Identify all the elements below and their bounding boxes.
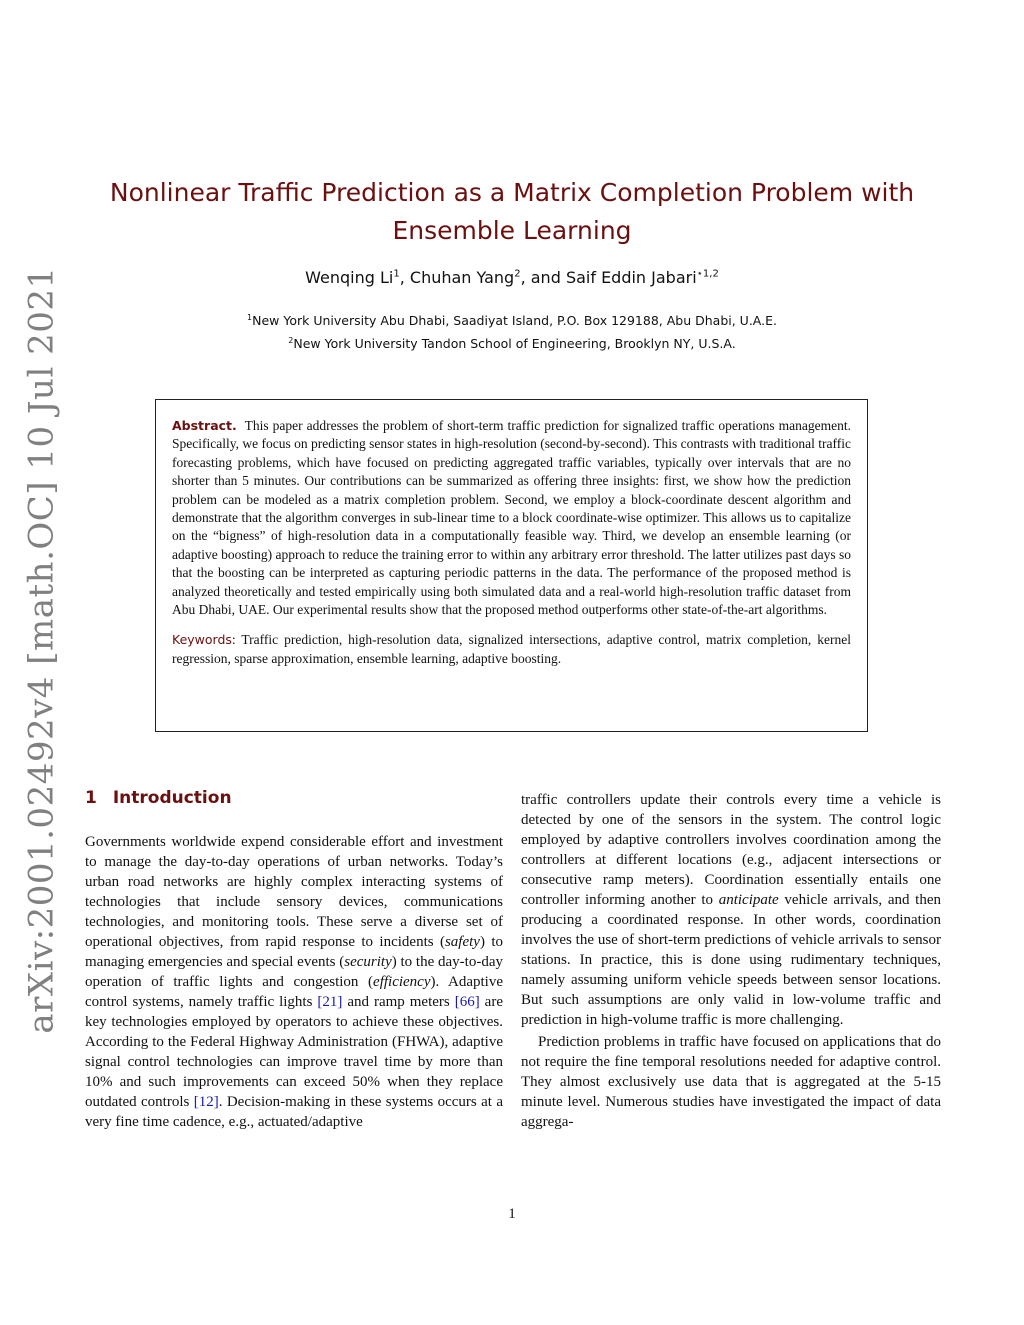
affiliation-mark: 2 <box>288 336 294 346</box>
title-line-2: Ensemble Learning <box>392 216 632 245</box>
affiliation-text: New York University Tandon School of Engineering, Brooklyn NY, U.S.A. <box>293 336 736 352</box>
paragraph <box>85 832 503 1132</box>
text-run: and ramp meters <box>342 994 455 1010</box>
right-column <box>521 790 941 1132</box>
text-run: traffic controllers update their controls every time a vehicle is detected by one of the sensors in the system. The control logic employed by adaptive controllers involves coordination among the controllers at different locations (e.g., adjacent intersections or consecutive ramp meters). Coordination essentially entails one controller informing another to <box>521 792 941 908</box>
emphasis: anticipate <box>718 892 779 908</box>
affiliation <box>100 308 924 331</box>
left-column <box>85 832 503 1132</box>
author-separator: , <box>399 268 410 287</box>
text-run: ). Adaptive control systems, namely traffic lights <box>85 974 503 1010</box>
author-name: Wenqing Li <box>305 268 394 287</box>
author-separator: , and <box>520 268 566 287</box>
citation-link[interactable]: [66] <box>454 994 480 1010</box>
text-run: ) to managing emergencies and special events ( <box>85 934 503 970</box>
section-title: Introduction <box>112 788 232 808</box>
page-number: 1 <box>508 1206 516 1222</box>
paper-title <box>100 174 924 250</box>
text-run: vehicle arrivals, and then producing a coordinated response. In other words, coordination involves the use of short-term predictions of vehicle arrivals to sensor stations. In practice, this is done using rudimentary techniques, namely assuming uniform vehicle speeds between sensor locations. But such assumptions are only valid in low-volume traffic and prediction in high-volume traffic is more challenging. <box>521 892 941 1028</box>
arxiv-identifier <box>14 266 70 1034</box>
affiliation <box>100 331 924 354</box>
abstract-body: This paper addresses the problem of short-term traffic prediction for signalized traffic operations management. Specifically, we focus on predicting sensor states in high-resolution (second-by-second). This contrasts with traditional traffic forecasting problems, which have focused on predicting aggregated traffic variables, typically over intervals that are no shorter than 5 minutes. Our contributions can be summarized as offering three insights: first, we show how the prediction problem can be modeled as a matrix completion problem. Second, we employ a block-coordinate descent algorithm and demonstrate that the algorithm converges in sub-linear time to a block coordinate-wise optimizer. This allows us to capitalize on the “bigness” of high-resolution data in a computationally feasible way. Third, we develop an ensemble learning (or adaptive boosting) approach to reduce the training error to within any arbitrary error threshold. The latter utilizes past days so that the boosting can be interpreted as capturing periodic patterns in the data. The performance of the proposed method is analyzed theoretically and tested empirically using both simulated data and a real-world high-resolution traffic dataset from Abu Dhabi, UAE. Our experimental results show that the proposed method outperforms other state-of-the-art algorithms. <box>172 418 851 618</box>
citation-link[interactable]: [21] <box>317 994 343 1010</box>
abstract-box <box>155 399 868 732</box>
text-run: Governments worldwide expend considerable effort and investment to manage the day-to-day operations of urban networks. Today’s urban road networks are highly complex interacting systems of technologies that include sensory devices, communications technologies, and monitoring tools. These serve a diverse set of operational objectives, from rapid response to incidents ( <box>85 834 503 950</box>
abstract-label: Abstract. <box>172 418 237 433</box>
paragraph: Prediction problems in traffic have focused on applications that do not require the fine temporal resolutions needed for adaptive control. They almost exclusively use data that is aggregated at the 5-15 minute level. Numerous studies have investigated the impact of data aggrega- <box>521 1034 941 1130</box>
affiliation-text: New York University Abu Dhabi, Saadiyat Island, P.O. Box 129188, Abu Dhabi, U.A.E. <box>252 313 777 329</box>
keywords-label: Keywords <box>172 632 232 648</box>
emphasis: security <box>344 954 392 970</box>
author-affiliation-mark: 2 <box>514 268 521 280</box>
author-list <box>100 268 924 287</box>
emphasis: efficiency <box>373 974 431 990</box>
text-run: ) to the day-to-day operation of traffic lights and congestion ( <box>85 954 503 990</box>
citation-link[interactable]: [12] <box>193 1094 219 1110</box>
author-name: Chuhan Yang <box>409 268 515 287</box>
keywords-body: Traffic prediction, high-resolution data, signalized intersections, adaptive control, matrix completion, kernel regression, sparse approximation, ensemble learning, adaptive boosting. <box>172 632 852 666</box>
section-heading <box>85 788 232 808</box>
keywords <box>172 631 851 668</box>
author-name: Saif Eddin Jabari <box>565 268 697 287</box>
paragraph <box>521 790 941 1030</box>
affiliation-mark: 1 <box>247 313 253 322</box>
text-run: are key technologies employed by operators to achieve these objectives. According to the Federal Highway Administration (FHWA), adaptive signal control technologies can improve travel time by more than 10% and such improvements can exceed 50% when they replace outdated controls <box>85 994 503 1110</box>
arxiv-identifier-text: arXiv:2001.02492v4 [math.OC] 10 Jul 2021 <box>22 266 63 1034</box>
text-run: . Decision-making in these systems occurs at a very fine time cadence, e.g., actuated/adaptive <box>85 1094 503 1130</box>
affiliation-list <box>100 308 924 354</box>
emphasis: safety <box>444 934 480 950</box>
keywords-separator: : <box>231 632 242 648</box>
author-affiliation-mark: 1 <box>393 268 400 280</box>
title-line-1: Nonlinear Traffic Prediction as a Matrix Completion Problem with <box>109 178 915 207</box>
author-affiliation-mark: ⋆1,2 <box>696 268 719 280</box>
abstract <box>172 417 851 619</box>
section-number: 1 <box>85 788 97 808</box>
